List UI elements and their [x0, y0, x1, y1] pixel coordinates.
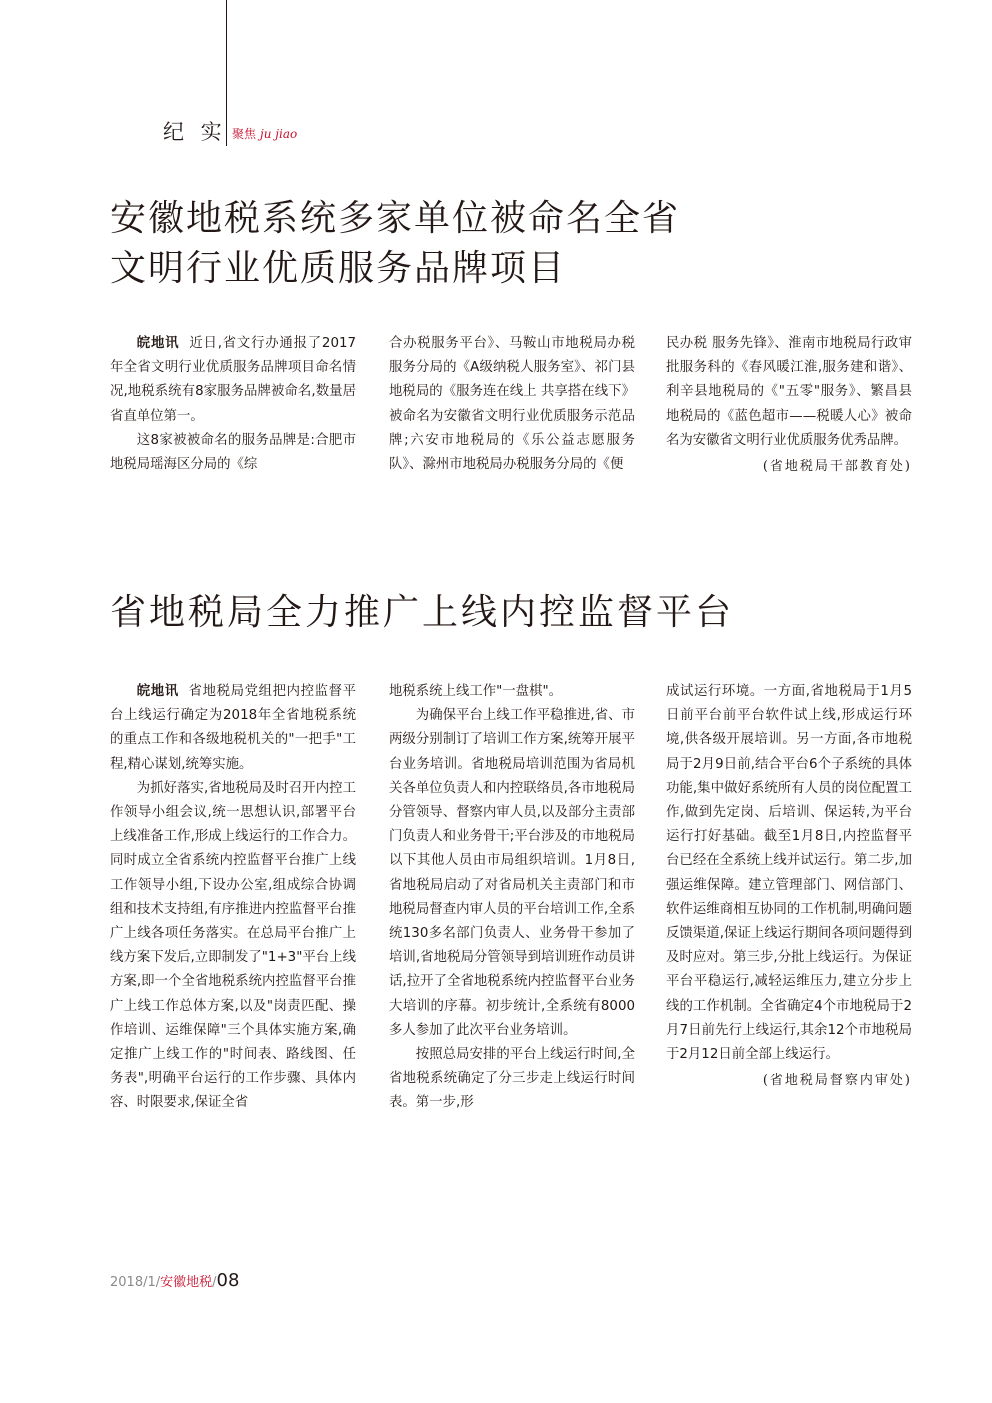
- page-footer: [110, 1270, 239, 1291]
- article1-signature: (省地税局干部教育处): [762, 459, 912, 475]
- article2-column-3: [666, 680, 912, 1093]
- footer-separator: /: [212, 1275, 217, 1290]
- article1-column-2: [389, 332, 635, 477]
- article2-paragraph: 成试运行环境。一方面,省地税局于1月5日前平台前平台软件试上线,形成运行环境,供各级开展培训。另一方面,各市地税局于2月9日前,结合平台6个子系统的具体功能,集中做好系统所有人员的岗位配置工作,做到先定岗、后培训、保运转,为平台运行打好基础。截至1月8日,内控监督平台已经在全系统上线并试运行。第二步,加强运维保障。建立管理部门、网信部门、软件运维商相互协同的工作机制,明确问题反馈渠道,保证上线运行期间各项问题得到及时应对。第三步,分批上线运行。为保证平台平稳运行,减轻运维压力,建立分步上线的工作机制。全省确定4个市地税局于2月7日前先行上线运行,其余12个市地税局于2月12日前全部上线运行。: [666, 684, 912, 1063]
- article1-column-3: [666, 332, 912, 479]
- article1-title-line1: 安徽地税系统多家单位被命名全省: [110, 198, 681, 239]
- article1-paragraph: 民办税 服务先锋》、淮南市地税局行政审批服务科的《春风暖江淮,服务建和谐》、利辛县地税局的《"五零"服务》、繁昌县地税局的《蓝色超市——税暖人心》被命名为安徽省文明行业优质服务优秀品牌。: [666, 336, 912, 448]
- article1-lead: 皖地讯: [136, 336, 180, 351]
- article2-column-2: [389, 680, 635, 1116]
- section-subtitle-pinyin: ju jiao: [260, 127, 298, 141]
- article2-signature: (省地税局督察内审处): [762, 1073, 912, 1089]
- article2-column-1: [110, 680, 356, 1116]
- article2-paragraph: 为抓好落实,省地税局及时召开内控工作领导小组会议,统一思想认识,部署平台上线准备工作,形成上线运行的工作合力。同时成立全省系统内控监督平台推广上线工作领导小组,下设办公室,组成综合协调组和技术支持组,有序推进内控监督平台推广上线各项任务落实。在总局平台推广上线方案下发后,立即制发了"1+3"平台上线方案,即一个全省地税系统内控监督平台推广上线工作总体方案,以及"岗责匹配、操作培训、运维保障"三个具体实施方案,确定推广上线工作的"时间表、路线图、任务表",明确平台运行的工作步骤、具体内容、时限要求,保证全省: [110, 780, 356, 1111]
- page-number: 08: [216, 1270, 240, 1291]
- section-label: 纪 实: [163, 120, 227, 144]
- article2-lead: 皖地讯: [136, 684, 179, 699]
- section-subtitle-cn: 聚焦: [232, 127, 257, 141]
- article2-paragraph: 按照总局安排的平台上线运行时间,全省地税系统确定了分三步走上线运行时间表。第一步,形: [389, 1047, 635, 1111]
- article2-paragraph: 皖地讯 省地税局党组把内控监督平台上线运行确定为2018年全省地税系统的重点工作和各级地税机关的"一把手"工程,精心谋划,统筹实施。: [110, 684, 357, 772]
- article1-column-1: [110, 332, 356, 477]
- footer-issue: 2018/1/: [110, 1275, 161, 1290]
- article1-title: [110, 194, 680, 294]
- article1-paragraph: 皖地讯 近日,省文行办通报了2017年全省文明行业优质服务品牌项目命名情况,地税系统有8家服务品牌被命名,数量居省直单位第一。: [110, 336, 357, 424]
- article1-paragraph: 这8家被被命名的服务品牌是:合肥市地税局瑶海区分局的《综: [110, 432, 356, 473]
- footer-publication: 安徽地税: [160, 1275, 213, 1290]
- article2-paragraph: 地税系统上线工作"一盘棋"。: [389, 684, 563, 699]
- section-subtitle: [232, 125, 297, 142]
- article1-title-line2: 文明行业优质服务品牌项目: [110, 248, 567, 289]
- article2-title: 省地税局全力推广上线内控监督平台: [110, 592, 735, 633]
- article2-paragraph: 为确保平台上线工作平稳推进,省、市两级分别制订了培训工作方案,统筹开展平台业务培训。省地税局培训范围为省局机关各单位负责人和内控联络员,各市地税局分管领导、督察内审人员,以及部分主责部门负责人和业务骨干;平台涉及的市地税局以下其他人员由市局组织培训。1月8日,省地税局启动了对省局机关主责部门和市地税局督查内审人员的平台培训工作,全系统130多名部门负责人、业务骨干参加了培训,省地税局分管领导到培训班作动员讲话,拉开了全省地税系统内控监督平台业务大培训的序幕。初步统计,全系统有8000多人参加了此次平台业务培训。: [389, 708, 635, 1038]
- article1-paragraph: 合办税服务平台》、马鞍山市地税局办税服务分局的《A级纳税人服务室》、祁门县地税局的《服务连在线上 共享搭在线下》被命名为安徽省文明行业优质服务示范品牌;六安市地税局的《乐公益志愿服务队》、滁州市地税局办税服务分局的《便: [389, 336, 635, 473]
